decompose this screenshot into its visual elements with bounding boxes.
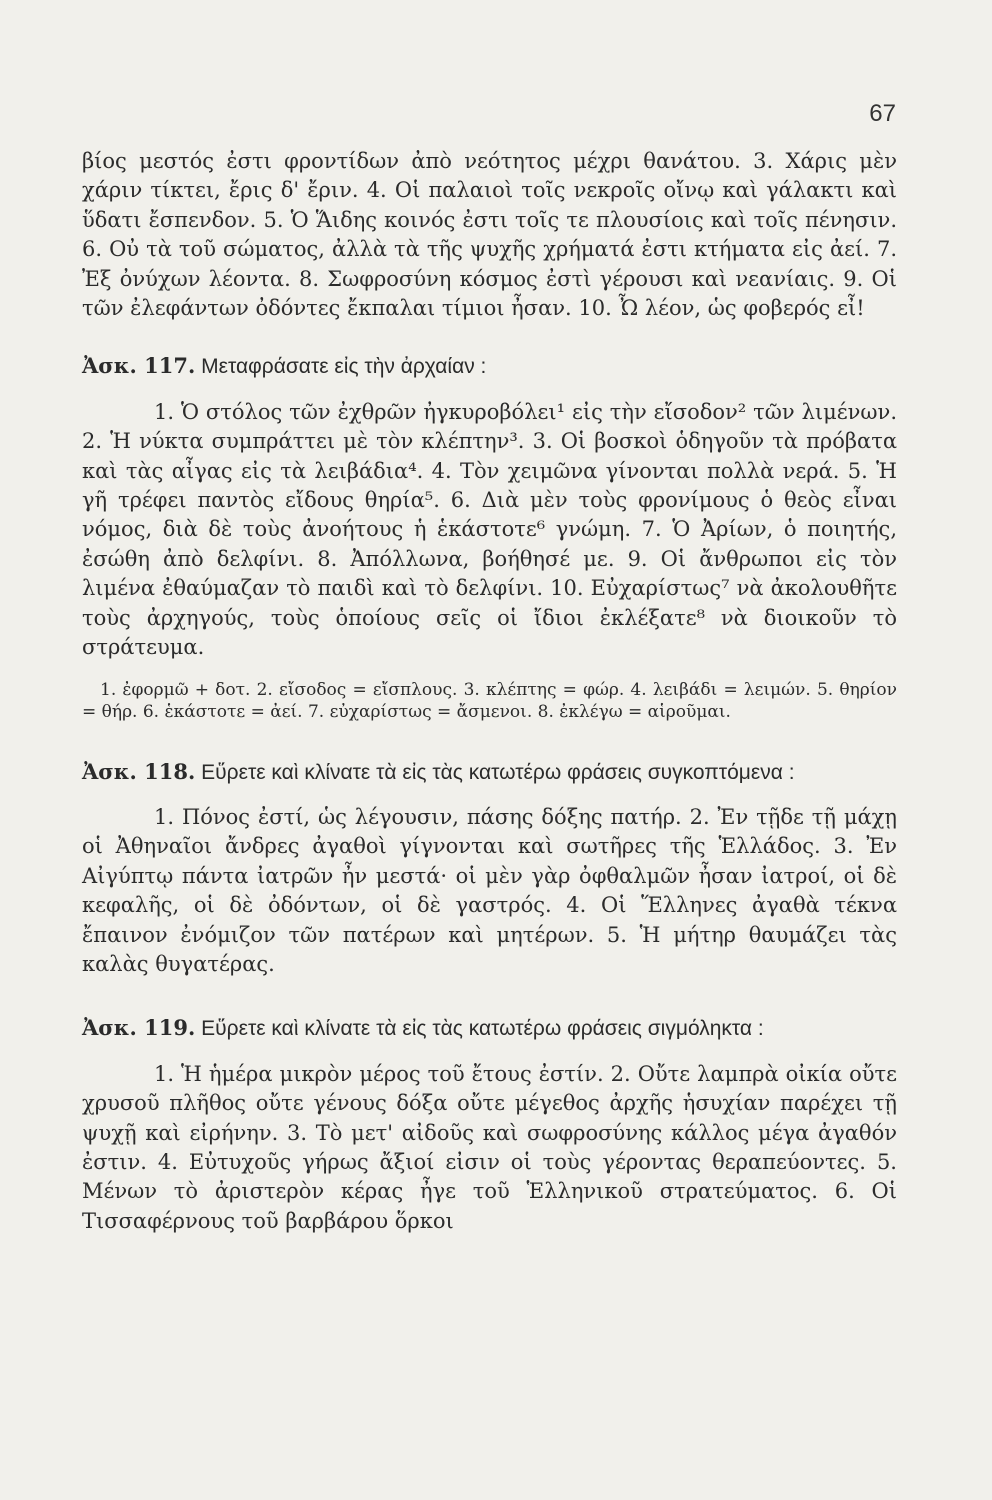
- spacer: [82, 979, 897, 1013]
- spacer: [82, 1044, 897, 1060]
- exercise-117-body: 1. Ὁ στόλος τῶν ἐχθρῶν ἠγκυροβόλει¹ εἰς τὴν εἴσοδον² τῶν λιμένων. 2. Ἡ νύκτα συμπράττει μὲ τὸν κλέπτην³. 3. Οἱ βοσκοὶ ὁδηγοῦν τὰ πρόβατα καὶ τὰς αἶγας εἰς τὰ λειβάδια⁴. 4. Τὸν χειμῶνα γίνονται πολλὰ νερά. 5. Ἡ γῆ τρέφει παντὸς εἴδους θηρία⁵. 6. Διὰ μὲν τοὺς φρονίμους ὁ θεὸς εἶναι νόμος, διὰ δὲ τοὺς ἀνοήτους ἡ ἑκάστοτε⁶ γνώμη. 7. Ὁ Ἀρίων, ὁ ποιητής, ἐσώθη ἀπὸ δελφίνι. 8. Ἀπόλλωνα, βοήθησέ με. 9. Οἱ ἄνθρωποι εἰς τὸν λιμένα ἐθαύμαζαν τὸ παιδὶ καὶ τὸ δελφίνι. 10. Εὐχαρίστως⁷ νὰ ἀκολουθῆτε τοὺς ἀρχηγούς, τοὺς ὁποίους σεῖς οἱ ἴδιοι ἐκλέξατε⁸ νὰ διοικοῦν τὸ στράτευμα.: [82, 399, 897, 660]
- exercise-label: Ἀσκ. 118.: [82, 758, 196, 784]
- exercise-117-footnotes: 1. ἐφορμῶ + δοτ. 2. εἴσοδος = εἴσπλους. 3. κλέπτης = φώρ. 4. λειβάδι = λειμών. 5. θηρίον = θήρ. 6. ἑκάστοτε = ἀεί. 7. εὐχαρίστως = ἄσμενοι. 8. ἐκλέγω = αἱροῦμαι.: [82, 679, 897, 722]
- page-number: 67: [869, 100, 896, 127]
- exercise-instruction: Εὕρετε καὶ κλίνατε τὰ εἰς τὰς κατωτέρω φράσεις σιγμόληκτα :: [201, 1017, 764, 1041]
- exercise-117-heading: [82, 351, 897, 381]
- intro-paragraph: βίος μεστός ἐστι φροντίδων ἀπὸ νεότητος μέχρι θανάτου. 3. Χάρις μὲν χάριν τίκτει, ἔρις δ' ἔριν. 4. Οἱ παλαιοὶ τοῖς νεκροῖς οἴνῳ καὶ γάλακτι καὶ ὕδατι ἔσπενδον. 5. Ὁ Ἅιδης κοινός ἐστι τοῖς τε πλουσίοις καὶ τοῖς πένησιν. 6. Οὐ τὰ τοῦ σώματος, ἀλλὰ τὰ τῆς ψυχῆς χρήματά ἐστι κτήματα εἰς ἀεί. 7. Ἐξ ὀνύχων λέοντα. 8. Σωφροσύνη κόσμος ἐστὶ γέρουσι καὶ νεανίαις. 9. Οἱ τῶν ἐλεφάντων ὀδόντες ἔκπαλαι τίμιοι ἦσαν. 10. Ὦ λέον, ὡς φοβερός εἶ!: [82, 149, 897, 321]
- spacer: [82, 382, 897, 398]
- exercise-instruction: Μεταφράσατε εἰς τὴν ἀρχαίαν :: [201, 355, 487, 379]
- exercise-119-body: 1. Ἡ ἡμέρα μικρὸν μέρος τοῦ ἔτους ἐστίν. 2. Οὔτε λαμπρὰ οἰκία οὔτε χρυσοῦ πλῆθος οὔτε γένους δόξα οὔτε μέγεθος ἀρχῆς ἡσυχίαν παρέχει τῇ ψυχῇ καὶ εἰρήνην. 3. Τὸ μετ' αἰδοῦς καὶ σωφροσύνης κάλλος μέγα ἀγαθόν ἐστιν. 4. Εὐτυχοῦς γήρως ἄξιοί εἰσιν οἱ τοὺς γέροντας θεραπεύοντες. 5. Μένων τὸ ἀριστερὸν κέρας ἦγε τοῦ Ἑλληνικοῦ στρατεύματος. 6. Οἱ Τισσαφέρνους τοῦ βαρβάρου ὅρκοι: [82, 1061, 897, 1233]
- exercise-label: Ἀσκ. 119.: [82, 1015, 196, 1041]
- spacer: [82, 663, 897, 679]
- exercise-119-heading: [82, 1013, 897, 1043]
- exercise-118-body: 1. Πόνος ἐστί, ὡς λέγουσιν, πάσης δόξης πατήρ. 2. Ἐν τῇδε τῇ μάχῃ οἱ Ἀθηναῖοι ἄνδρες ἀγαθοὶ γίγνονται καὶ σωτῆρες τῆς Ἑλλάδος. 3. Ἐν Αἰγύπτῳ πάντα ἰατρῶν ἦν μεστά· οἱ μὲν γὰρ ὀφθαλμῶν ἦσαν ἰατροί, οἱ δὲ κεφαλῆς, οἱ δὲ ὀδόντων, οἱ δὲ γαστρός. 4. Οἱ Ἕλληνες ἀγαθὰ τέκνα ἔπαινον ἐνόμιζον τῶν πατέρων καὶ μητέρων. 5. Ἡ μήτηρ θαυμάζει τὰς καλὰς θυγατέρας.: [82, 804, 897, 976]
- exercise-instruction: Εὕρετε καὶ κλίνατε τὰ εἰς τὰς κατωτέρω φράσεις συγκοπτόμενα :: [201, 760, 795, 784]
- exercise-label: Ἀσκ. 117.: [82, 353, 196, 379]
- spacer: [82, 787, 897, 803]
- page-content: [82, 147, 897, 1236]
- exercise-118-heading: [82, 757, 897, 787]
- spacer: [82, 323, 897, 351]
- spacer: [82, 723, 897, 757]
